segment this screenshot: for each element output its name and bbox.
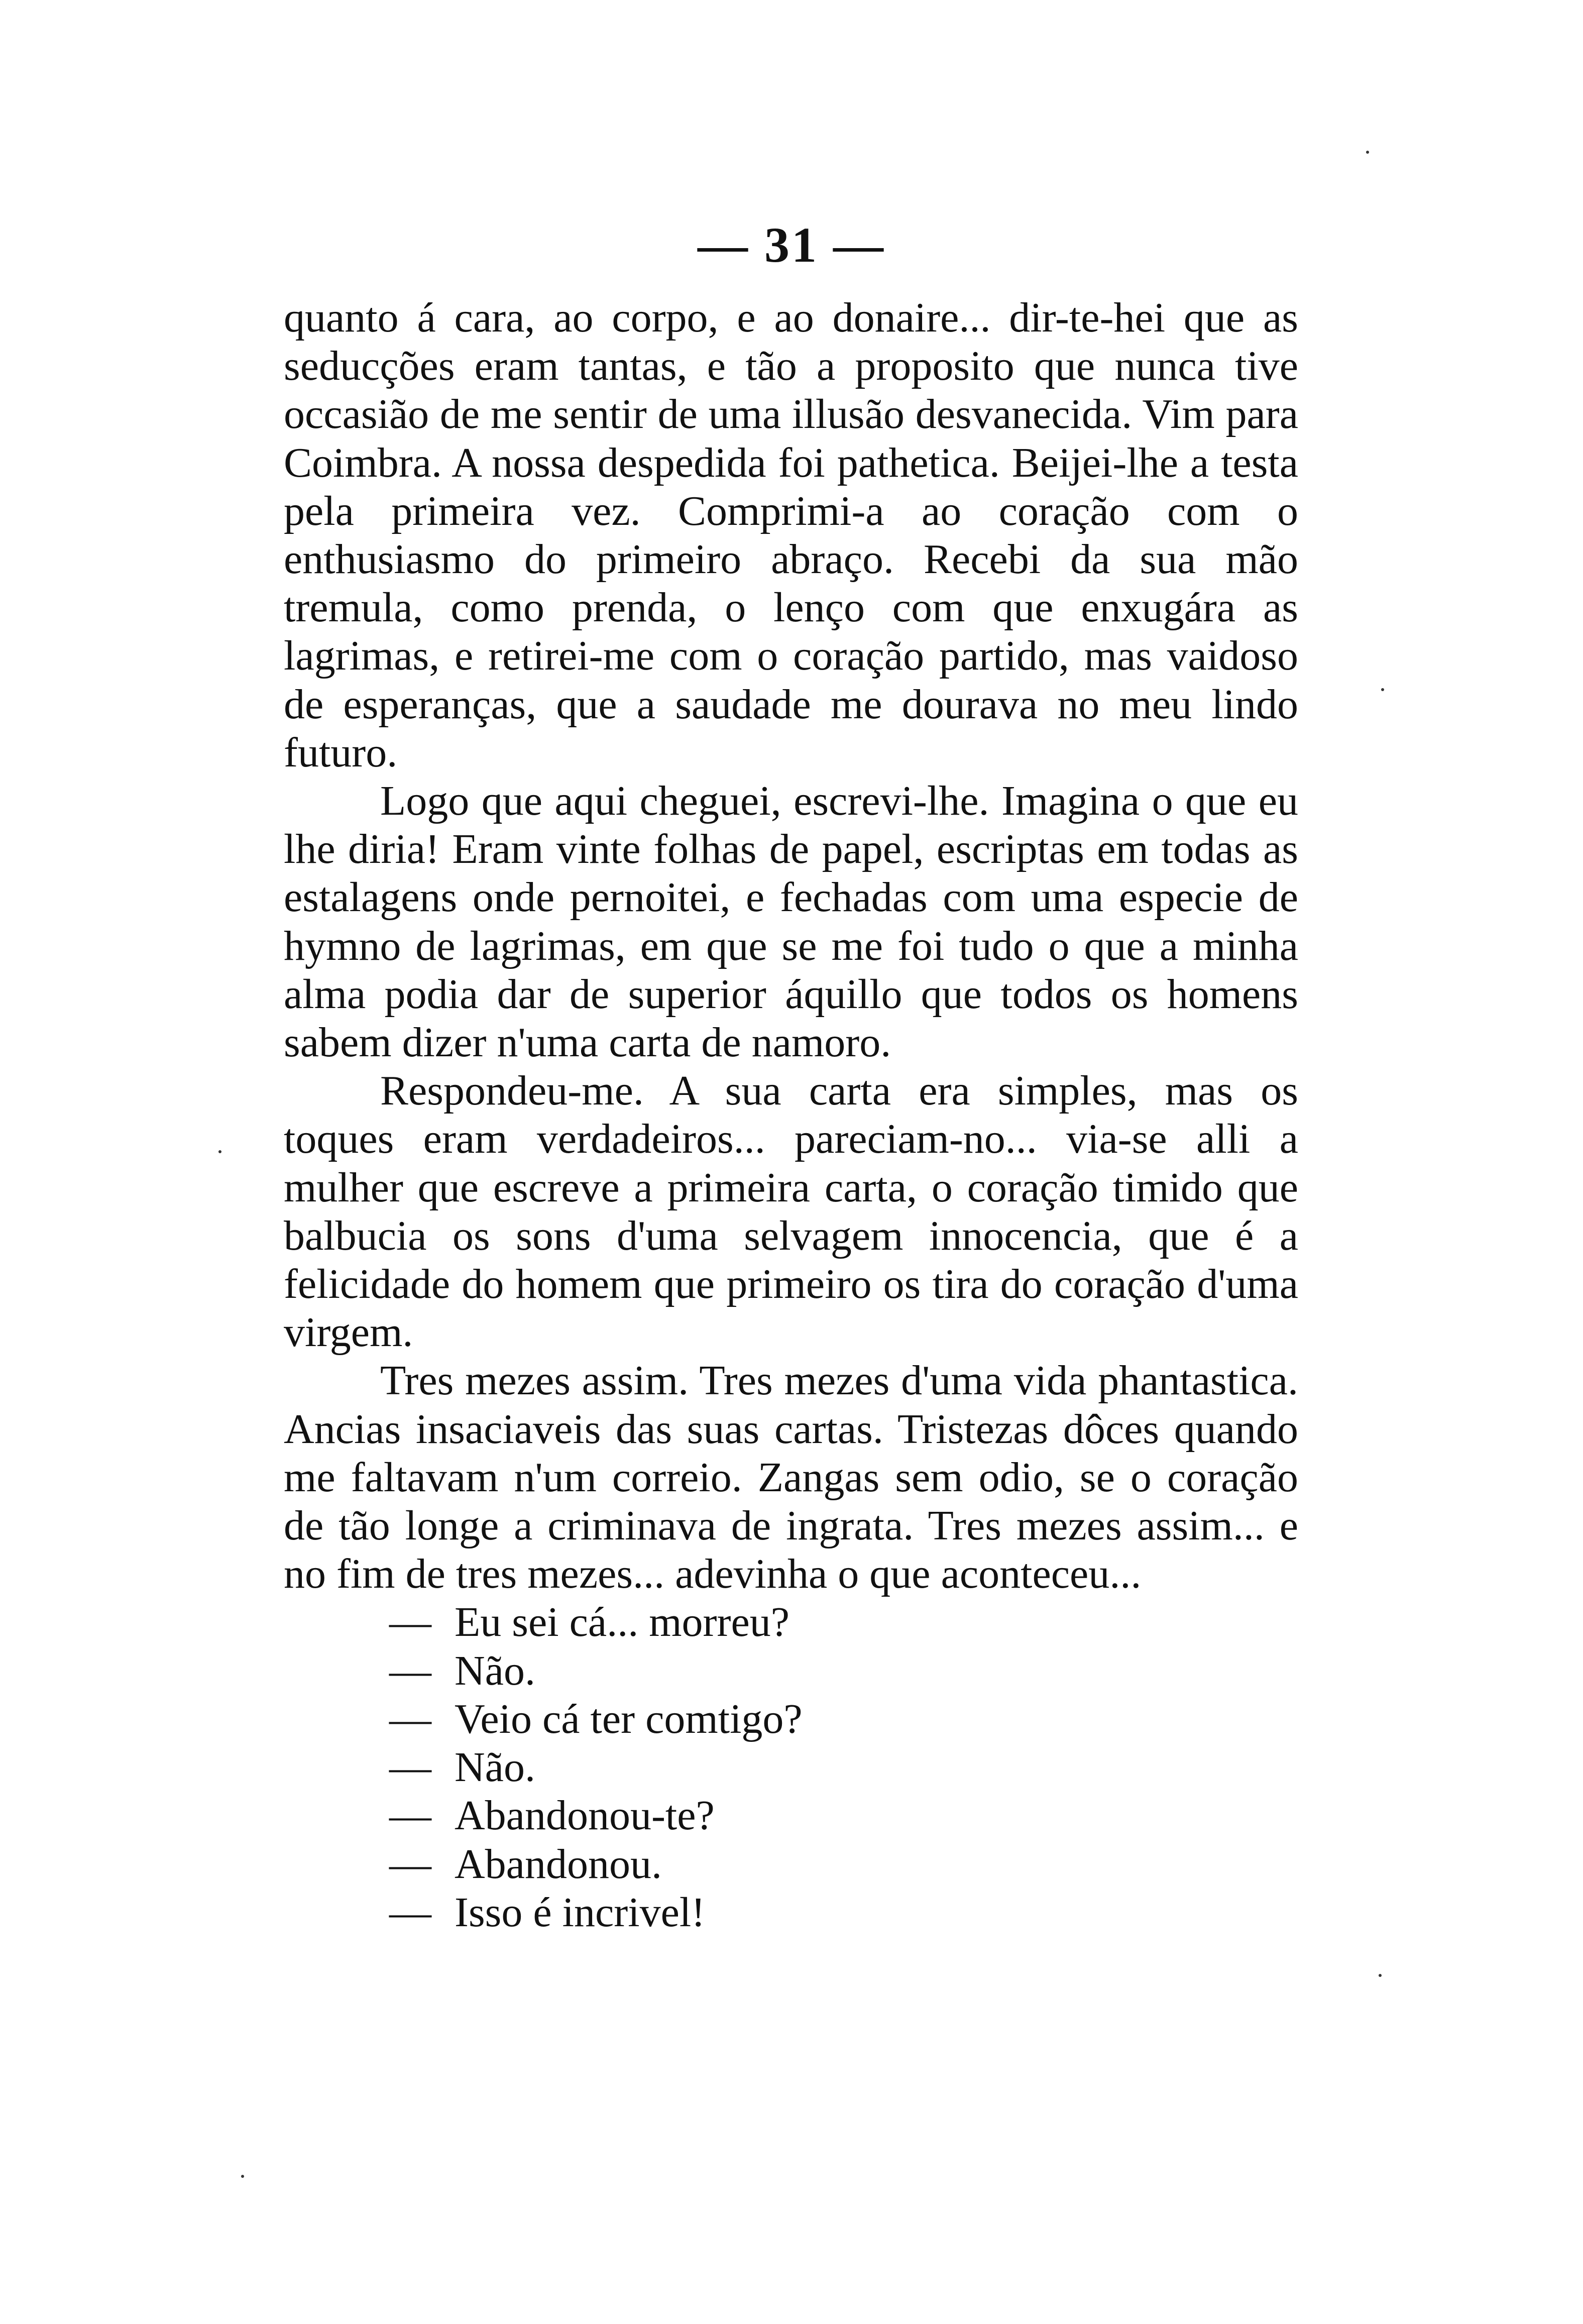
dialogue-dash: — — [389, 1889, 431, 1936]
print-speck — [1381, 688, 1384, 691]
dialogue-dash: — — [389, 1744, 431, 1791]
paragraph-1: quanto á cara, ao corpo, e ao donaire... dir-te-hei que as seducções eram tantas, e tão a proposito que nunca tive occasião de me sentir de uma illusão desvanecida. Vim para Coimbra. A nossa despedida foi pathetica. Beijei-lhe a testa pela primeira vez. Comprimi-a ao coração com o enthusiasmo do primeiro abraço. Recebi da sua mão tremula, como prenda, o lenço com que enxugára as lagrimas, e retirei-me com o coração partido, mas vaidoso de esperanças, que a saudade me dourava no meu lindo futuro. — [284, 294, 1298, 776]
paragraph-2: Logo que aqui cheguei, escrevi-lhe. Imagina o que eu lhe diria! Eram vinte folhas de papel, escriptas em todas as estalagens onde pernoitei, e fechadas com uma especie de hymno de lagrimas, em que se me foi tudo o que a minha alma podia dar de superior áquillo que todos os homens sabem dizer n'uma carta de namoro. — [284, 778, 1298, 1066]
body-text — [284, 294, 1298, 1937]
dialogue-text: Não. — [455, 1647, 535, 1694]
print-speck — [1366, 151, 1369, 154]
dialogue-line-6 — [284, 1840, 1298, 1889]
print-speck — [241, 2175, 244, 2178]
paragraph-3: Respondeu-me. A sua carta era simples, mas os toques eram verdadeiros... pareciam-no... via-se alli a mulher que escreve a primeira carta, o coração timido que balbucia os sons d'uma selvagem innocencia, que é a felicidade do homem que primeiro os tira do coração d'uma virgem. — [284, 1067, 1298, 1356]
dialogue-text: Eu sei cá... morreu? — [455, 1599, 790, 1646]
dialogue-line-4 — [284, 1743, 1298, 1792]
dialogue-dash: — — [389, 1840, 431, 1888]
print-speck — [218, 1150, 221, 1153]
dialogue-line-2 — [284, 1647, 1298, 1695]
dialogue-line-5 — [284, 1792, 1298, 1840]
dialogue-dash: — — [389, 1599, 431, 1646]
dialogue-line-3 — [284, 1695, 1298, 1743]
dialogue-text: Isso é incrivel! — [455, 1889, 706, 1936]
paragraph-4: Tres mezes assim. Tres mezes d'uma vida phantastica. Ancias insaciaveis das suas cartas. Tristezas dôces quando me faltavam n'um correio. Zangas sem odio, se o coração de tão longe a criminava de ingrata. Tres mezes assim... e no fim de tres mezes... adevinha o que aconteceu... — [284, 1357, 1298, 1598]
dialogue-line-7 — [284, 1889, 1298, 1937]
print-speck — [1379, 1974, 1382, 1977]
page-number-header: — 31 — — [698, 217, 885, 273]
dialogue-text: Não. — [455, 1744, 535, 1791]
dialogue-dash: — — [389, 1647, 431, 1694]
dialogue-text: Abandonou. — [455, 1840, 662, 1888]
dialogue-dash: — — [389, 1792, 431, 1839]
dialogue-line-1 — [284, 1598, 1298, 1646]
dialogue-dash: — — [389, 1695, 431, 1742]
dialogue-text: Veio cá ter comtigo? — [455, 1695, 803, 1742]
dialogue-text: Abandonou-te? — [455, 1792, 715, 1839]
